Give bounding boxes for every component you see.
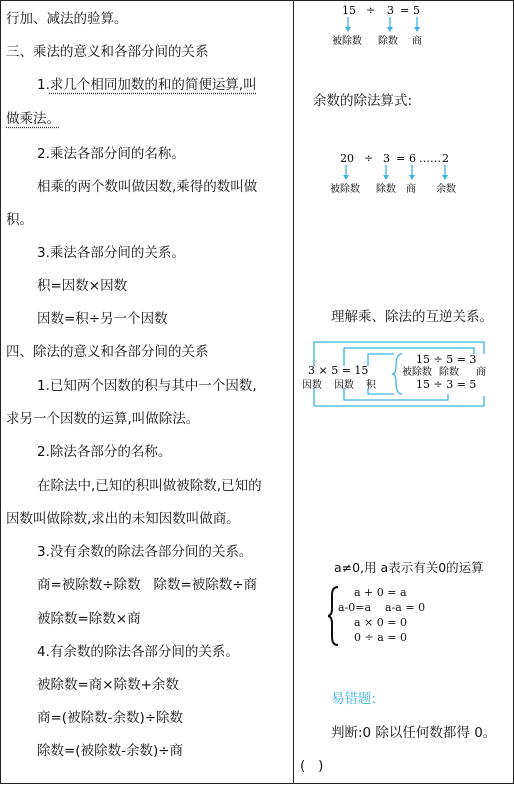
multiplication-equation: 3 × 5 = 15	[308, 364, 369, 377]
label-divisor: 除数	[439, 367, 459, 378]
section-heading: 四、除法的意义和各部分间的关系	[6, 344, 209, 360]
zero-operations-title: a≠0,用 a表示有关0的运算	[334, 560, 484, 575]
equals-sign: =	[400, 4, 410, 17]
formula: 被除数=除数×商	[37, 611, 141, 627]
formula: 积=因数×因数	[37, 278, 128, 294]
zero-rule: a × 0 = 0	[354, 616, 407, 629]
text-line: 因数叫做除数,求出的未知因数叫做商。	[6, 511, 240, 527]
text-line: 1.已知两个因数的积与其中一个因数,	[37, 378, 257, 394]
label-quotient: 商	[412, 36, 422, 47]
text-line: 3.乘法各部分间的关系。	[37, 245, 185, 261]
label-quotient: 商	[406, 184, 416, 195]
divisor: 3	[387, 4, 394, 17]
definition-text: 求几个相同加数的和的简便运算,叫	[49, 77, 257, 93]
ellipsis: ……	[419, 152, 441, 165]
error-prone-title: 易错题:	[331, 691, 377, 707]
text-line: 行加、减法的验算。	[6, 11, 128, 27]
zero-rule: 0 ÷ a = 0	[354, 631, 407, 644]
text-line: 4.有余数的除法各部分间的关系。	[37, 644, 239, 660]
quotient: 5	[413, 4, 420, 17]
text-line: 2.乘法各部分间的名称。	[37, 146, 185, 162]
remainder-title: 余数的除法算式:	[313, 93, 413, 109]
label-dividend: 被除数	[332, 36, 362, 47]
text-line: 求另一个因数的运算,叫做除法。	[6, 411, 200, 427]
formula: 因数=积÷另一个因数	[37, 311, 168, 327]
label-dividend: 被除数	[402, 367, 432, 378]
column-divider	[293, 0, 294, 783]
text-line: 3.没有余数的除法各部分间的关系。	[37, 544, 253, 560]
text-line: 在除法中,已知的积叫做被除数,已知的	[37, 478, 262, 494]
quotient: 6	[409, 152, 416, 165]
item-number: 1.	[37, 77, 50, 93]
label-dividend: 被除数	[330, 184, 360, 195]
label-remainder: 余数	[436, 184, 456, 195]
label-divisor: 除数	[378, 36, 398, 47]
judgment-question: 判断:0 除以任何数都得 0。	[331, 725, 497, 741]
text-line	[37, 76, 257, 94]
dividend: 20	[340, 152, 354, 165]
division-sign: ÷	[364, 152, 374, 165]
text-line: 积。	[6, 212, 33, 228]
division-sign: ÷	[366, 4, 376, 17]
formula: 商=被除数÷除数 除数=被除数÷商	[37, 577, 258, 593]
definition-text: 做乘法。	[6, 111, 60, 127]
label-factor: 因数	[334, 380, 354, 391]
inverse-relation-diagram	[298, 336, 494, 410]
label-factor: 因数	[302, 380, 322, 391]
remainder-division-diagram	[300, 148, 510, 200]
formula: 商=(被除数-余数)÷除数	[37, 710, 184, 726]
formula: 被除数=商×除数+余数	[37, 677, 179, 693]
divisor: 3	[383, 152, 390, 165]
text-line: 2.除法各部分的名称。	[37, 444, 172, 460]
remainder: 2	[442, 152, 449, 165]
equals-sign: =	[396, 152, 406, 165]
section-heading: 三、乘法的意义和各部分间的关系	[6, 44, 209, 60]
label-product: 积	[366, 380, 376, 391]
zero-rule: a + 0 = a	[354, 586, 407, 599]
dividend: 15	[342, 4, 356, 17]
answer-parentheses[interactable]: ( )	[300, 758, 324, 774]
zero-rule: a-0=a a-a = 0	[338, 601, 426, 614]
text-line: 相乘的两个数叫做因数,乘得的数叫做	[37, 179, 258, 195]
division-equation: 15 ÷ 5 = 3	[416, 353, 477, 366]
label-divisor: 除数	[376, 184, 396, 195]
label-quotient: 商	[476, 367, 486, 378]
formula: 除数=(被除数-余数)÷商	[37, 743, 184, 759]
division-diagram	[300, 0, 510, 52]
division-equation: 15 ÷ 3 = 5	[416, 378, 477, 391]
inverse-title: 理解乘、除法的互逆关系。	[331, 309, 493, 325]
